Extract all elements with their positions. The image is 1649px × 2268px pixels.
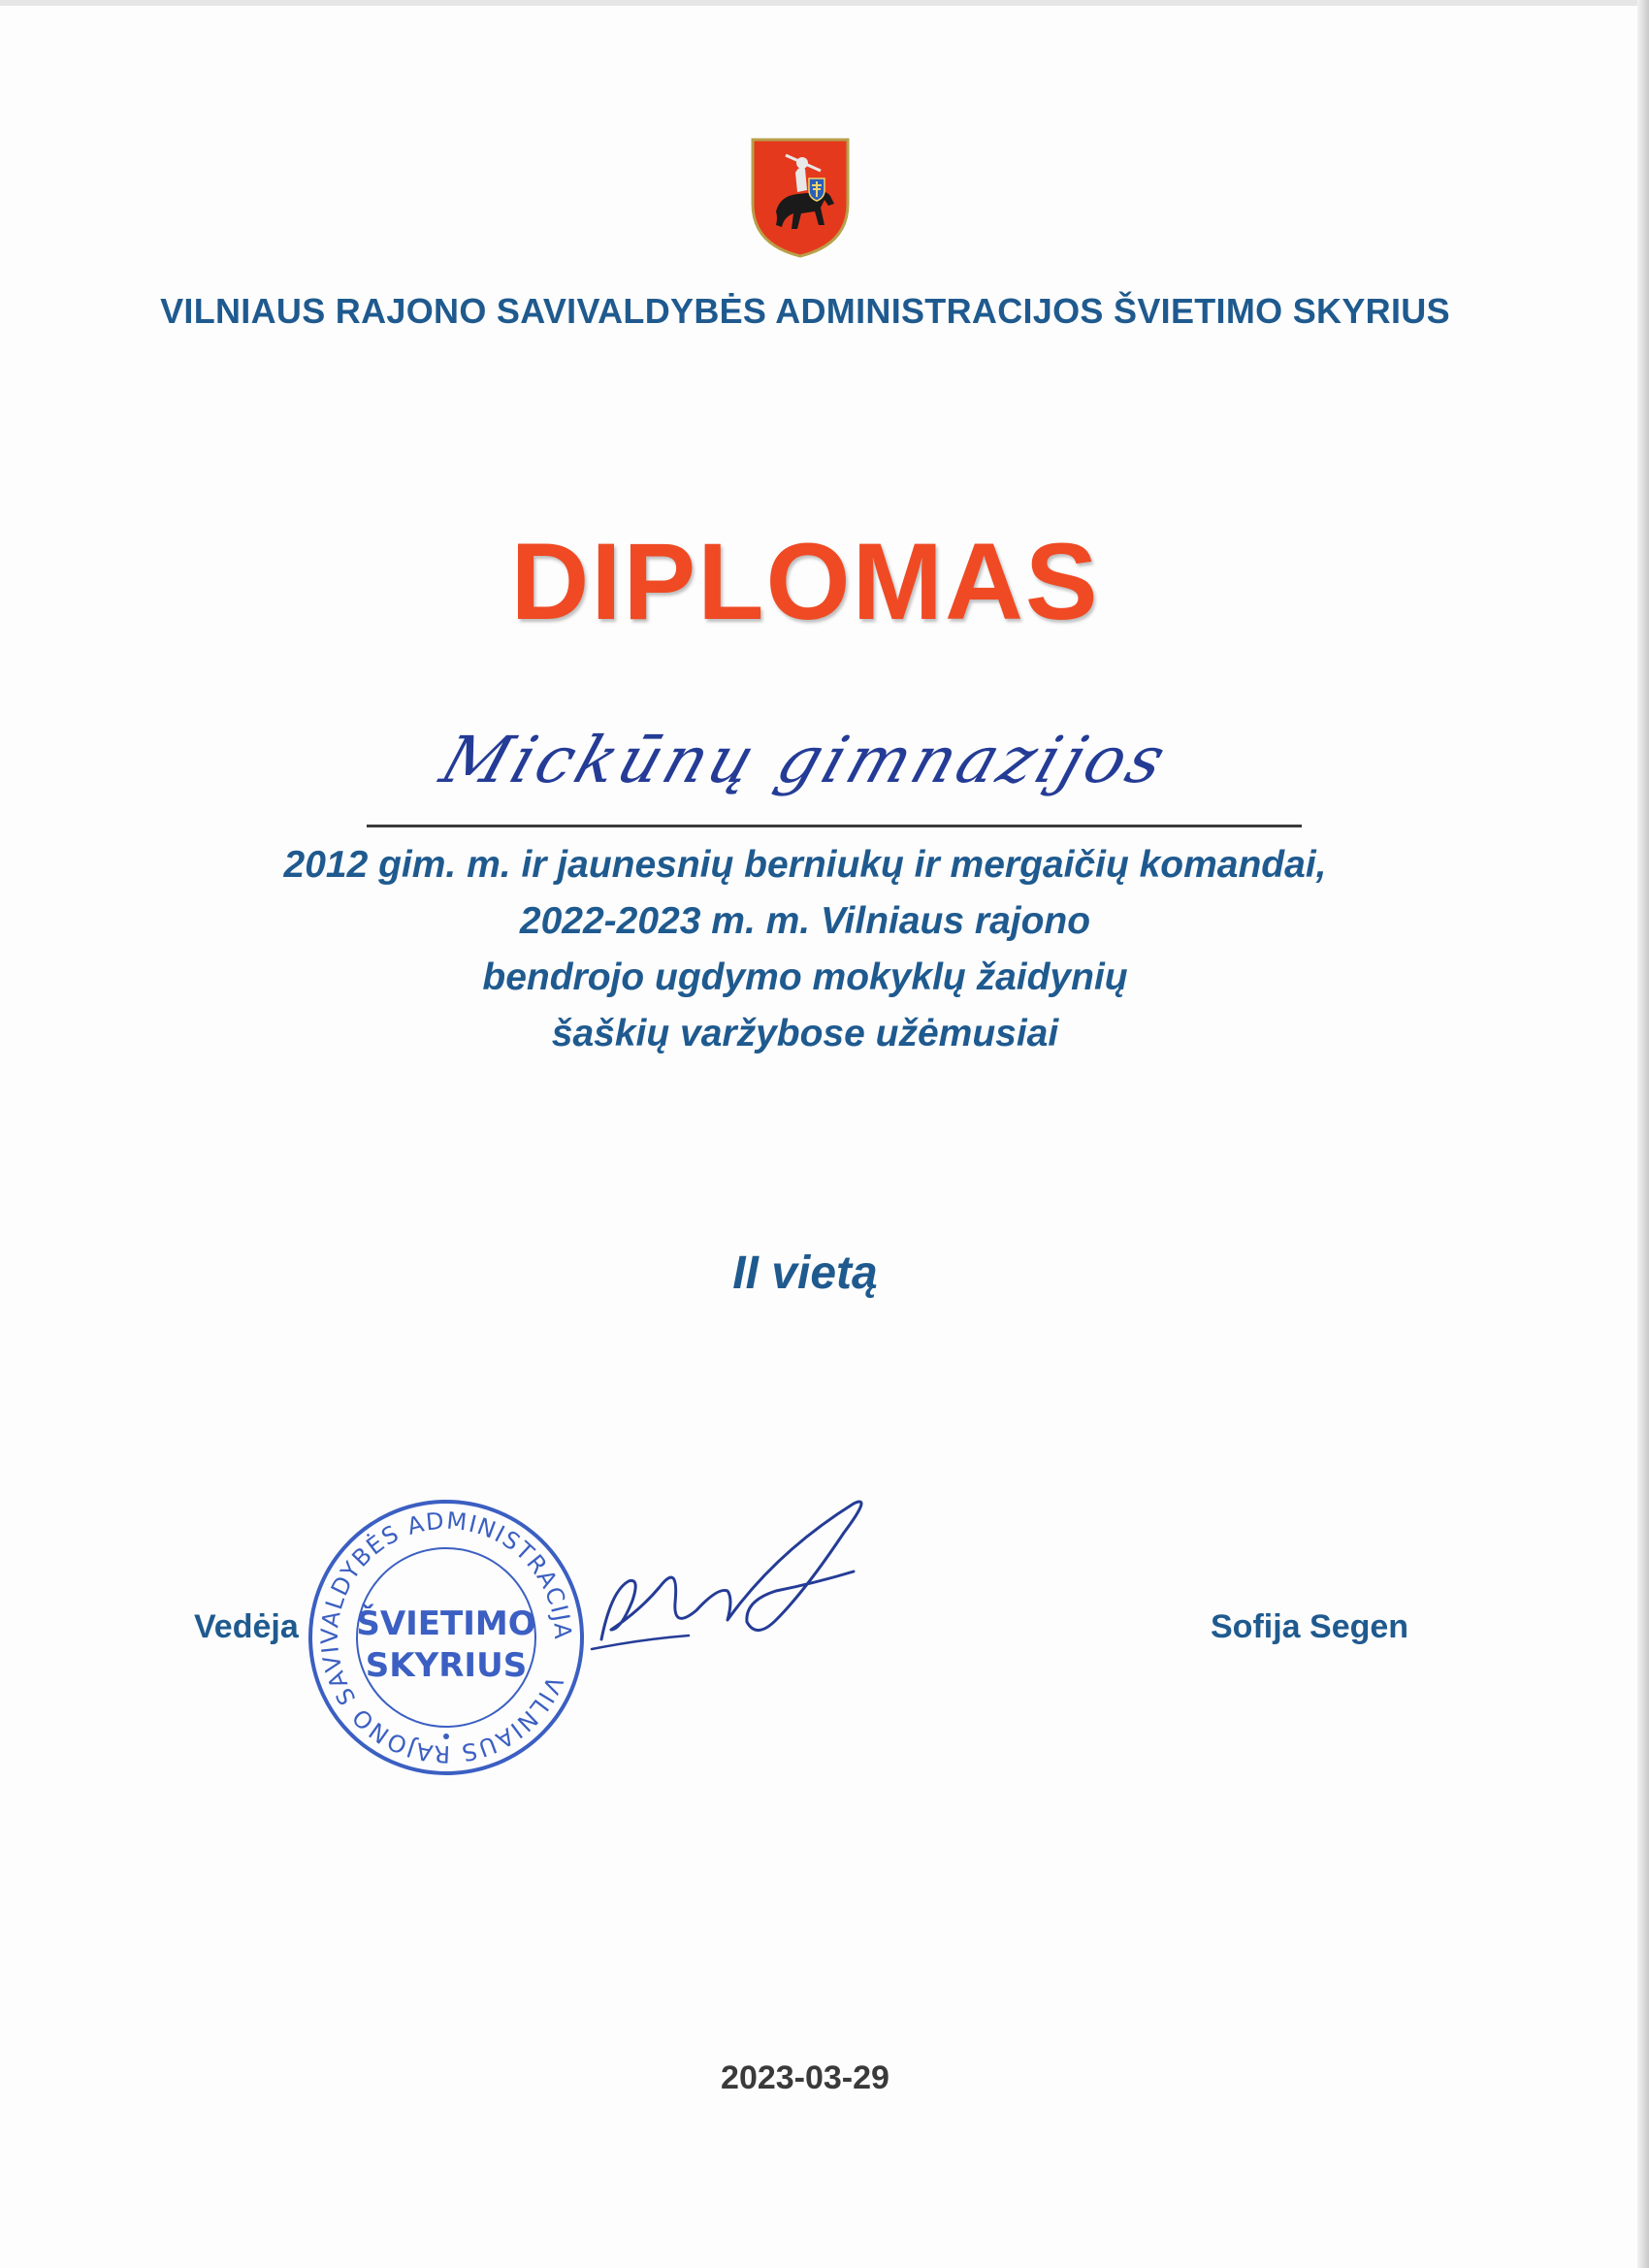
issue-date: 2023-03-29	[721, 2059, 889, 2096]
stamp-center-line-2: SKYRIUS	[365, 1646, 528, 1685]
organization-heading: VILNIAUS RAJONO SAVIVALDYBĖS ADMINISTRACIJOS ŠVIETIMO SKYRIUS	[160, 291, 1450, 331]
body-line-1: 2012 gim. m. ir jaunesnių berniukų ir mergaičių komandai,	[283, 844, 1327, 886]
scan-edge-top	[0, 0, 1649, 6]
scan-edge-right	[1637, 0, 1649, 2268]
handwritten-signature	[582, 1494, 892, 1688]
signatory-role: Vedėja	[194, 1608, 299, 1645]
signatory-name: Sofija Segen	[1211, 1608, 1409, 1645]
place-awarded: II vietą	[732, 1247, 878, 1299]
official-stamp	[301, 1492, 592, 1783]
stamp-ring-text: VILNIAUS RAJONO SAVIVALDYBĖS ADMINISTRACIJA	[315, 1507, 577, 1768]
stamp-center-line-1: ŠVIETIMO	[356, 1604, 536, 1643]
recipient-underline	[367, 825, 1302, 827]
body-line-2: 2022-2023 m. m. Vilniaus rajono	[519, 900, 1091, 942]
diploma-title: DIPLOMAS	[510, 521, 1100, 642]
body-line-3: bendrojo ugdymo mokyklų žaidynių	[482, 956, 1128, 998]
body-line-4: šaškių varžybose užėmusiai	[551, 1013, 1059, 1054]
recipient-handwritten: Mickūnų gimnazijos	[432, 723, 1179, 797]
coat-of-arms-icon	[747, 136, 854, 260]
